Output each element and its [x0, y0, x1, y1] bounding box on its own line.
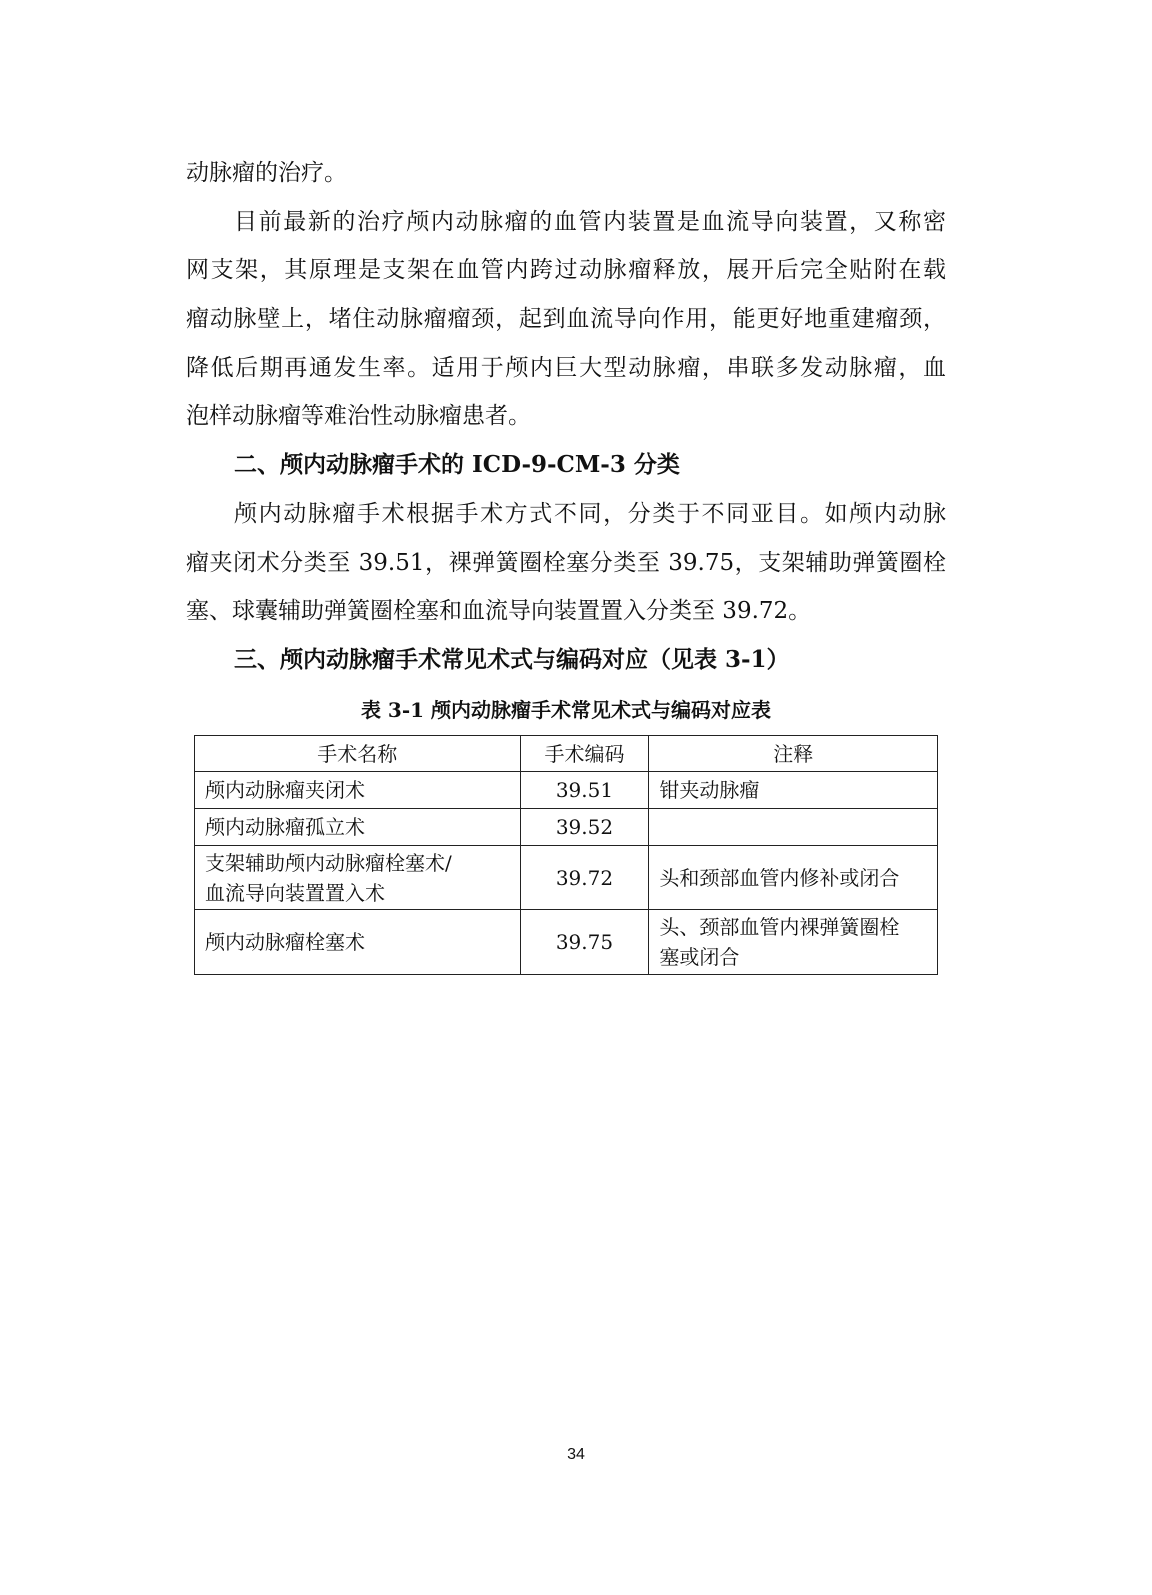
header-procedure-code: 手术编码	[520, 736, 649, 772]
procedure-name-line: 颅内动脉瘤夹闭术	[205, 778, 365, 802]
section-2-line-2: 瘤夹闭术分类至 39.51，裸弹簧圈栓塞分类至 39.75，支架辅助弹簧圈栓	[186, 550, 946, 576]
note-line: 头和颈部血管内修补或闭合	[659, 865, 900, 890]
table-row	[195, 772, 938, 809]
procedure-code-cell: 39.75	[520, 910, 649, 975]
procedure-name-line: 颅内动脉瘤孤立术	[205, 815, 365, 839]
procedure-code-table	[194, 735, 938, 975]
section-3-heading: 三、颅内动脉瘤手术常见术式与编码对应（见表 3-1）	[234, 646, 790, 673]
table-row	[195, 809, 938, 846]
page-number: 34	[567, 1446, 585, 1463]
procedure-code-cell: 39.72	[520, 846, 649, 910]
procedure-name-cell	[195, 772, 521, 809]
body-line-6: 泡样动脉瘤等难治性动脉瘤患者。	[186, 403, 531, 429]
body-line-5: 降低后期再通发生率。适用于颅内巨大型动脉瘤，串联多发动脉瘤，血	[186, 355, 946, 381]
note-cell	[649, 846, 938, 910]
procedure-name-cell	[195, 910, 521, 975]
procedure-code-cell: 39.51	[520, 772, 649, 809]
procedure-name-cell	[195, 809, 521, 846]
note-line: 钳夹动脉瘤	[659, 778, 760, 802]
body-line-4: 瘤动脉壁上，堵住动脉瘤瘤颈，起到血流导向作用，能更好地重建瘤颈，	[186, 306, 946, 332]
procedure-name-line: 血流导向装置置入术	[205, 880, 385, 905]
section-2-heading: 二、颅内动脉瘤手术的 ICD-9-CM-3 分类	[234, 451, 680, 478]
body-line-3: 网支架，其原理是支架在血管内跨过动脉瘤释放，展开后完全贴附在载	[186, 257, 946, 283]
table-header-row	[195, 736, 938, 772]
note-cell	[649, 910, 938, 975]
procedure-name-line: 支架辅助颅内动脉瘤栓塞术/	[205, 850, 452, 875]
table-caption: 表 3-1 颅内动脉瘤手术常见术式与编码对应表	[360, 698, 772, 722]
header-procedure-name: 手术名称	[195, 736, 521, 772]
table-row	[195, 846, 938, 910]
body-line-2: 目前最新的治疗颅内动脉瘤的血管内装置是血流导向装置，又称密	[234, 209, 946, 235]
procedure-code-cell: 39.52	[520, 809, 649, 846]
note-cell	[649, 772, 938, 809]
header-notes: 注释	[649, 736, 938, 772]
procedure-name-cell	[195, 846, 521, 910]
procedure-name-line: 颅内动脉瘤栓塞术	[205, 930, 365, 954]
note-line: 塞或闭合	[659, 945, 740, 969]
section-2-line-1: 颅内动脉瘤手术根据手术方式不同，分类于不同亚目。如颅内动脉	[234, 501, 946, 527]
section-2-line-3: 塞、球囊辅助弹簧圈栓塞和血流导向装置置入分类至 39.72。	[186, 598, 812, 624]
note-line: 头、颈部血管内裸弹簧圈栓	[659, 915, 900, 939]
note-cell	[649, 809, 938, 846]
table-row	[195, 910, 938, 975]
body-line-1: 动脉瘤的治疗。	[186, 160, 347, 186]
